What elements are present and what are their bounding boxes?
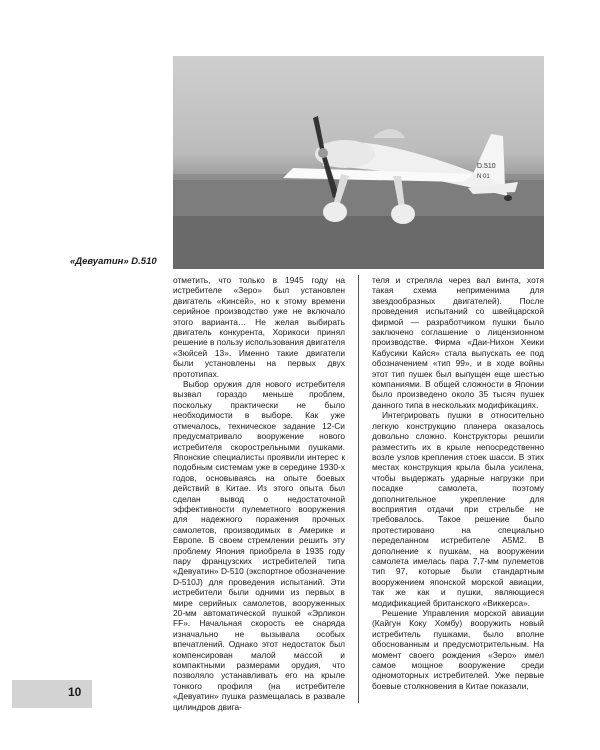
paragraph: Интегрировать пушки в относительно легкую конструкцию планера оказалось довольно сложно. Конструкторы решили разместить их в крыле непосредственно возле узлов крепления стоек шасси. В этих местах конструкция крыла была усилена, чтобы выдержать ударные нагрузки при посадке самолета, поэтому дополнительное укрепление для восприятия отдачи при стрельбе не требовалось. Такое решение было протестировано на специально переделанном истребителе A5M2. В дополнение к пушкам, на вооружении самолета имелась пара 7,7-мм пулеметов тип 97, которые были стандартным вооружением японской морской авиации, так же как и пушки, являющиеся модификацией британского «Виккерса». [372, 410, 544, 608]
svg-text:N 01: N 01 [477, 174, 490, 180]
svg-text:D.510: D.510 [477, 163, 496, 170]
aircraft-photo [173, 56, 544, 269]
photo-caption: «Девуатин» D.510 [70, 256, 157, 267]
paragraph: Решение Управления морской авиации (Кайгун Коку Хомбу) вооружить новый истребитель пушками, было вполне обоснованным и предусмотрительным. На момент своего рождения «Зеро» имел самое мощное вооружение среди одномоторных истребителей. Уже первые боевые столкновения в Китае показали, [372, 608, 544, 691]
text-column-left [173, 275, 345, 712]
aircraft-photo-icon [173, 56, 544, 269]
page-number: 10 [68, 685, 82, 699]
text-column-right [372, 275, 544, 691]
paragraph: отметить, что только в 1945 году на истребителе «Зеро» был установлен двигатель «Кинсей», но к этому времени серийное производство уже не включало этого варианта… Не желая выбирать двигатель конкурента, Хорикоси принял решение в пользу использования двигателя «Зюйсей 13». Именно такие двигатели были установлены на первых двух прототипах. [173, 275, 345, 379]
column-divider [358, 275, 359, 703]
paragraph: Выбор оружия для нового истребителя вызвал гораздо меньше проблем, поскольку практически не было необходимости в выборе. Как уже отмечалось, техническое задание 12-Си предусматривало вооружение нового истребителя скорострельными пушками. Японские специалисты проявили интерес к подобным системам уже в середине 1930-х годов, основываясь на опыте боевых действий в Китае. Из этого опыта был сделан вывод о недостаточной эффективности пулеметного вооружения для надежного поражения прочных самолетов, производимых в Америке и Европе. В своем стремлении решить эту проблему Япония приобрела в 1935 году пару французских истребителей типа «Девуатин» D-510 (экспортное обозначение D-510J) для проведения испытаний. Эти истребители были одними из первых в мире серийных самолетов, вооруженных 20-мм автоматической пушкой «Эрликон FF». Начальная скорость ее снаряда изначально не вызывала особых впечатлений. Однако этот недостаток был компенсирован малой массой и компактными размерами орудия, что позволяло устанавливать его на крыле тонкого профиля (на истребителе «Девуатин» пушка размещалась в развале цилиндров двига- [173, 379, 345, 712]
paragraph: теля и стреляла через вал винта, хотя такая схема неприменима для звездообразных двигателей). После проведения испытаний со швейцарской фирмой — разработчиком пушки было заключено соглашение о лицензионном производстве. Фирма «Даи-Нихон Хеики Кабусики Кайся» стала выпускать ее под обозначением «тип 99», и в ходе войны этот тип пушек был выпущен еще шестью компаниями. В общей сложности в Японии было произведено около 35 тысяч пушек данного типа в нескольких модификациях. [372, 275, 544, 410]
